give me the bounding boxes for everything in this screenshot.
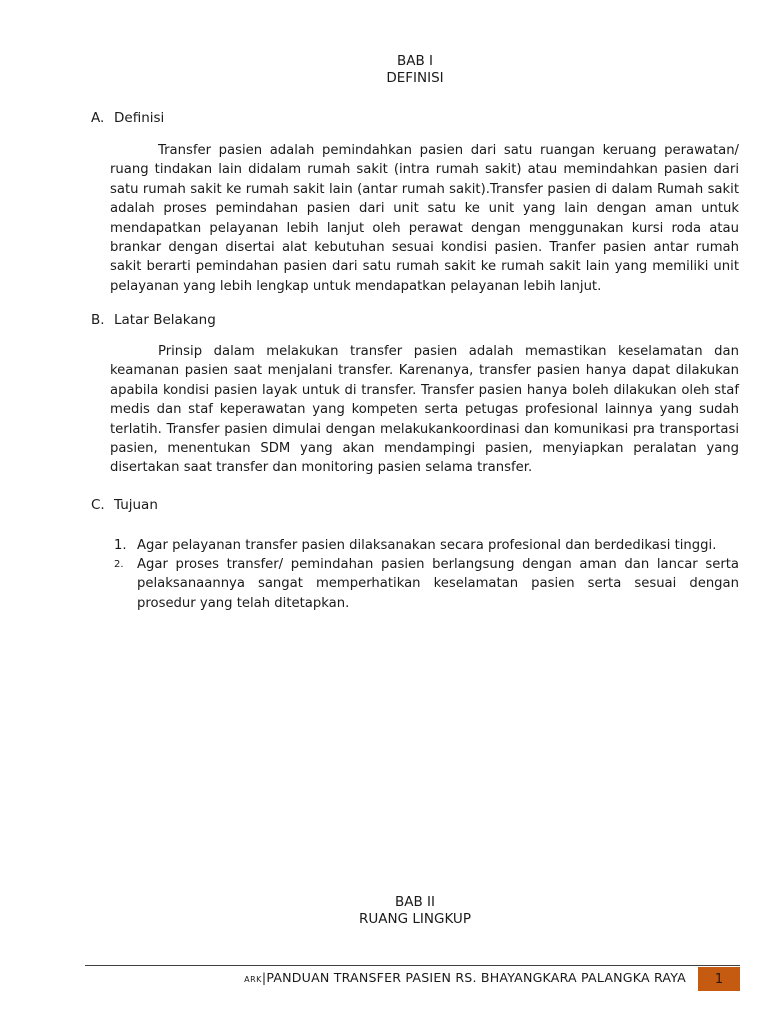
list-number: 2.: [114, 559, 124, 571]
chapter-title: DEFINISI: [386, 70, 444, 86]
section-title: Latar Belakang: [114, 312, 216, 328]
section-title: Definisi: [114, 110, 165, 126]
list-item: [110, 555, 739, 613]
chapter-1-heading: [0, 53, 768, 87]
list-item-text: Agar proses transfer/ pemindahan pasien berlangsung dengan aman dan lancar serta pelaksanaannya sangat memperhatikan keselamatan pasien serta sesuai dengan prosedur yang telah ditetapkan.: [137, 557, 739, 611]
section-b-paragraph: Prinsip dalam melakukan transfer pasien adalah memastikan keselamatan dan keamanan pasien saat menjalani transfer. Karenanya, transfer pasien hanya dapat dilakukan apabila kondisi pasien layak untuk di transfer. Transfer pasien hanya boleh dilakukan oleh staf medis dan staf keperawatan yang kompeten serta petugas profesional lainnya yang sudah terlatih. Transfer pasien dimulai dengan melakukankoordinasi dan komunikasi pra transportasi pasien, menentukan SDM yang akan mendampingi pasien, menyiapkan peralatan yang disertakan saat transfer dan monitoring pasien selama transfer.: [110, 344, 739, 476]
chapter-2-heading: [0, 894, 768, 928]
section-letter: B.: [91, 312, 105, 328]
list-item-text: Agar pelayanan transfer pasien dilaksanakan secara profesional dan berdedikasi tinggi.: [137, 538, 717, 553]
section-a-paragraph: Transfer pasien adalah pemindahkan pasien dari satu ruangan keruang perawatan/ ruang tindakan lain didalam rumah sakit (intra rumah sakit) atau memindahkan pasien dari satu rumah sakit ke rumah sakit lain (antar rumah sakit).Transfer pasien di dalam Rumah sakit adalah proses pemindahan pasien dari unit satu ke unit yang lain dengan aman untuk mendapatkan pelayanan lebih lanjut oleh perawat dengan menggunakan kursi roda atau brankar dengan disertai alat kebutuhan sesuai kondisi pasien. Tranfer pasien antar rumah sakit berarti pemindahan pasien dari satu rumah sakit ke rumah sakit lain yang memiliki unit pelayanan yang lebih lengkap untuk mendapatkan pelayanan lebih lanjut.: [110, 143, 739, 294]
chapter-number: BAB II: [394, 894, 435, 910]
list-number: 1.: [114, 538, 127, 553]
objectives-list: [110, 536, 739, 613]
footer-text: [244, 970, 686, 985]
section-letter: C.: [91, 497, 105, 513]
section-letter: A.: [91, 110, 105, 126]
footer-title: PANDUAN TRANSFER PASIEN RS. BHAYANGKARA PALANGKA RAYA: [266, 970, 686, 985]
list-item: [110, 536, 739, 555]
footer-separator: |: [261, 970, 267, 985]
footer-prefix: ARK: [244, 975, 262, 984]
page-number: 1: [714, 971, 724, 987]
footer-divider: [85, 965, 740, 966]
chapter-title: RUANG LINGKUP: [359, 911, 471, 927]
section-a-heading: [91, 110, 164, 126]
chapter-number: BAB I: [396, 53, 434, 69]
section-b-heading: [91, 312, 216, 328]
section-title: Tujuan: [114, 497, 158, 513]
page-number-badge: [698, 967, 740, 991]
section-c-heading: [91, 497, 158, 513]
